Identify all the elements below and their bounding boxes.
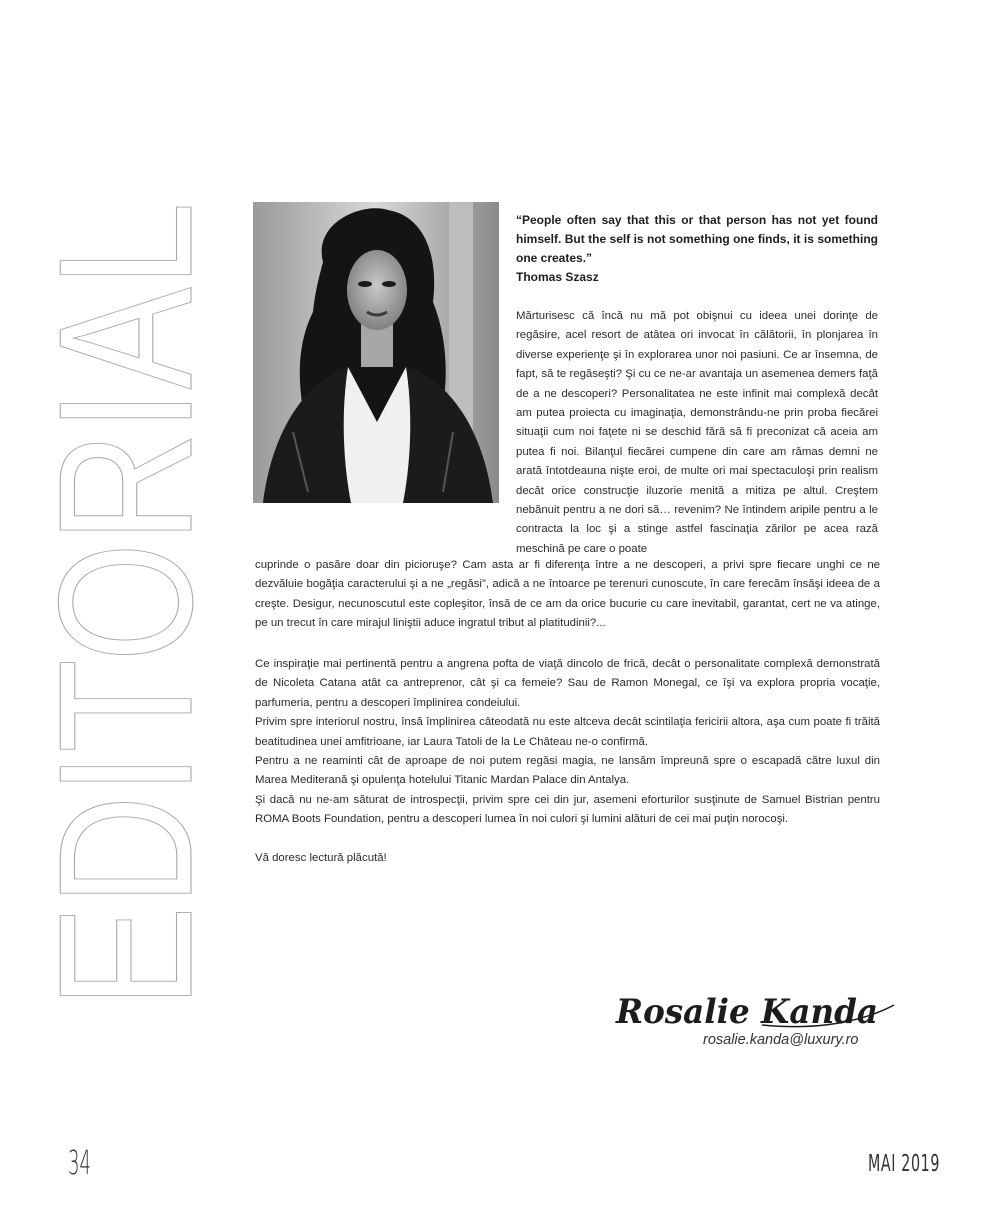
signature-text: Rosalie Kanda (615, 992, 878, 1032)
body-paragraph-1: Mărturisesc că încă nu mă pot obişnui cu ideea unei dorinţe de regăsire, acel resort de atâtea ori invocat în călătorii, în plonjarea în diverse experienţe şi în explorarea unor noi pasiuni. Ce ar însemna, de fapt, să te regăseşti? Şi cu ce ne-ar avantaja un asemenea demers faţă de a ne descoperi? Personalitatea ne este infinit mai complexă decât am putea proiecta cu imaginaţia, demonstrându-ne prin proba fiecărei situaţii cum noi faţete ni se deschid fără să fi preconizat că aceia am putea fi noi. Bilanţul fiecărei cumpene din care am rămas demni ne arată întotdeauna nişte eroi, de multe ori mai spectaculoşi prin realism decât orice construcţie iluzorie menită a mitiza pe altul. Creştem nebănuit pentru a ne dori să… revenim? Ne întindem aripile pentru a le contracta la loc şi a stinge astfel fascinaţia zărilor pe acea rază meschină pe care o poate (516, 310, 878, 555)
quote-text: “People often say that this or that person has not yet found himself. But the self is not something one finds, it is something one creates.” (516, 213, 878, 265)
body-paragraph-1-continued: cuprinde o pasăre doar din picioruşe? Cam asta ar fi diferenţa între a ne descoperi, a privi spre fiecare unghi ce ne dezvăluie bogăţia caracterului şi a ne „regăsi”, adică a ne întoarce pe terenuri cunoscute, în care ferecăm însăşi ideea de a creşte. Desigur, necunoscutul este copleşitor, însă de ce am da orice bucurie cu care inevitabil, garantat, cert ne va atinge, pe un trecut în care mirajul liniştii aduce ingratul tribut al platitudinii?... (255, 559, 880, 630)
opening-quote (516, 211, 878, 287)
section-title-text: EDITORIAL (20, 8, 232, 1008)
body-paragraph-5: Şi dacă nu ne-am săturat de introspecţii, privim spre cei din jur, asemeni eforturilor susţinute de Samuel Bistrian pentru ROMA Boots Foundation, pentru a descoperi lumea în noi culori şi lumini alături de cei mai puţin norocoşi. (255, 793, 880, 826)
section-title-vertical (20, 8, 232, 1016)
author-email: rosalie.kanda@luxury.ro (703, 1032, 859, 1048)
body-paragraph-2: Ce inspiraţie mai pertinentă pentru a angrena pofta de viaţă dincolo de frică, decât o personalitate complexă demonstrată de Nicoleta Catana atât ca antreprenor, cât şi ca femeie? Sau de Ramon Monegal, ce îşi va explora propria vocaţie, parfumeria, pentru a descoperi împlinirea condeiului. (255, 658, 880, 709)
handwritten-signature (612, 985, 902, 1035)
closing-line: Vă doresc lectură plăcută! (255, 852, 387, 864)
issue-date: MAI 2019 (868, 1151, 941, 1177)
body-paragraph-3: Privim spre interiorul nostru, însă împlinirea câteodată nu este altceva decât scintilaţia fericirii altora, aşa cum poate fi trăită beatitudinea unei amfitrioane, iar Laura Tatoli de la Le Château ne-o confirmă. (255, 716, 880, 748)
quote-author: Thomas Szasz (516, 270, 599, 284)
page-number: 34 (68, 1143, 92, 1182)
editor-portrait-photo (253, 202, 499, 503)
body-paragraph-group (255, 655, 880, 830)
body-paragraph-4: Pentru a ne reaminti cât de aproape de noi putem regăsi magia, ne lansăm împreună spre o escapadă către luxul din Marea Mediterană şi opulenţa hotelului Titanic Mardan Palace din Antalya. (255, 755, 880, 787)
